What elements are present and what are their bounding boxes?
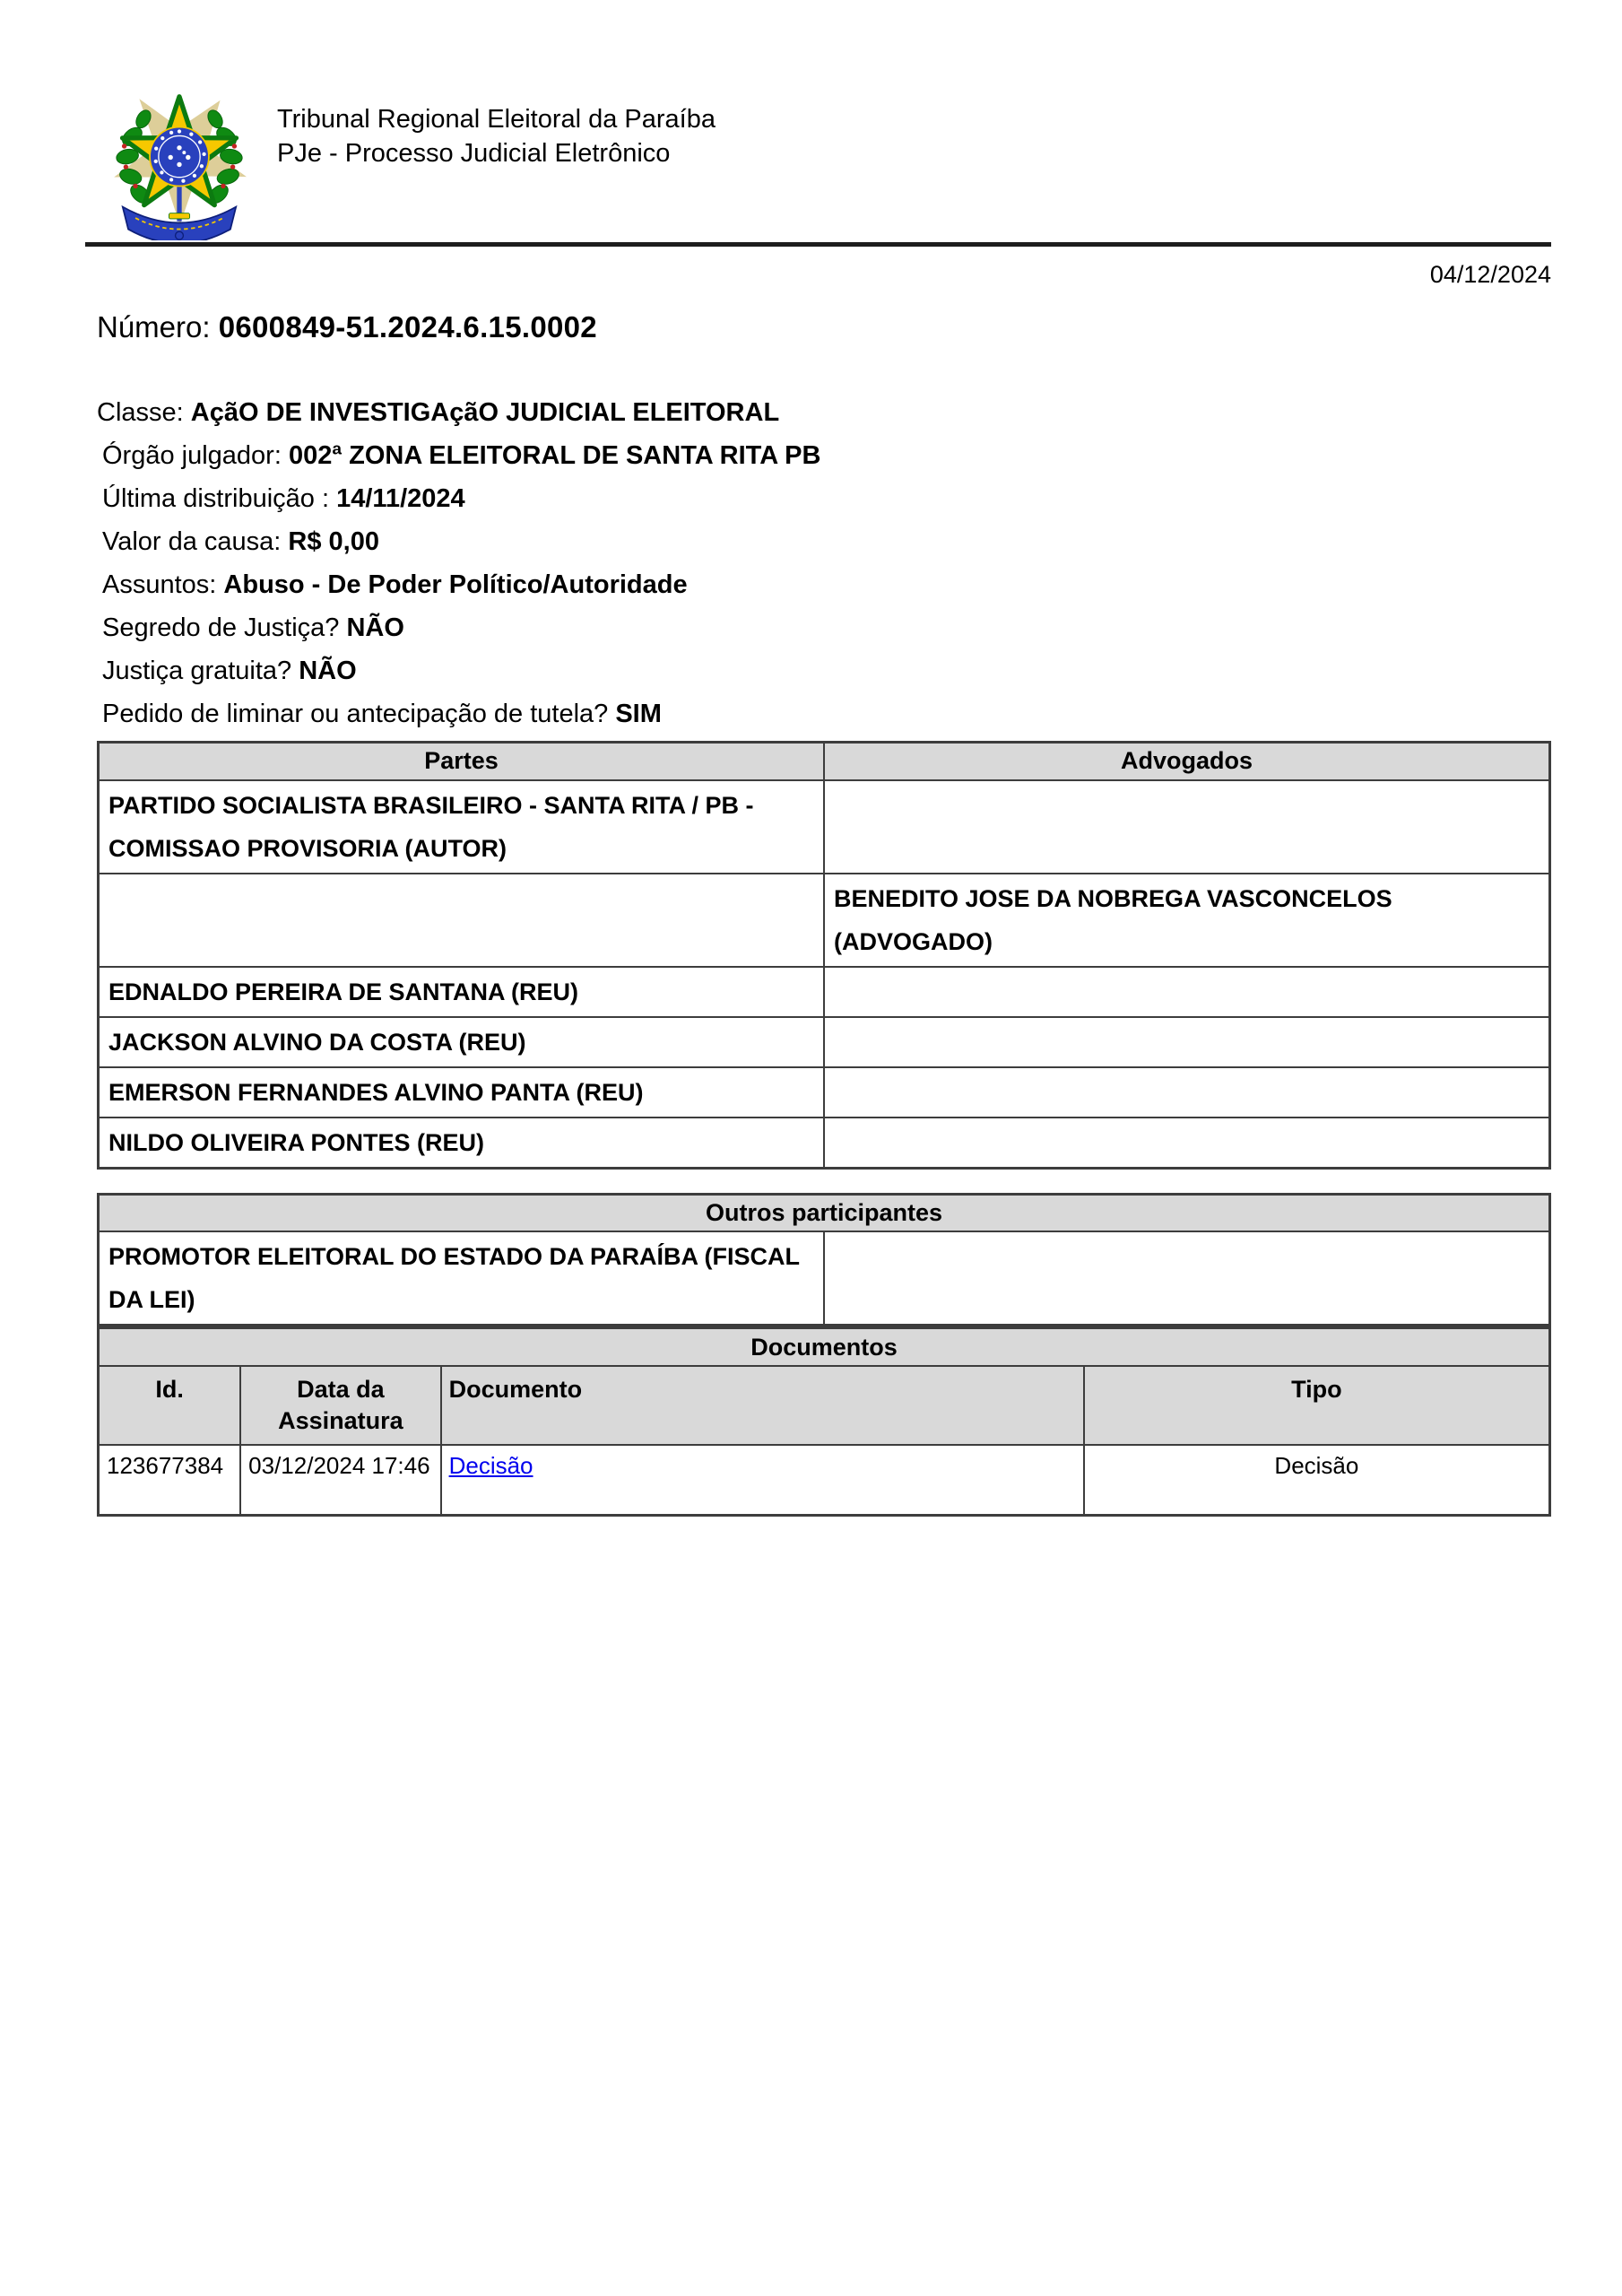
partes-column-header: Partes: [99, 743, 825, 780]
col-header-id: Id.: [99, 1366, 241, 1445]
parte-cell: EMERSON FERNANDES ALVINO PANTA (REU): [99, 1067, 825, 1118]
parte-cell: PARTIDO SOCIALISTA BRASILEIRO - SANTA RITA / PB - COMISSAO PROVISORIA (AUTOR): [99, 780, 825, 874]
document-link[interactable]: Decisão: [448, 1452, 533, 1480]
document-id-cell: 123677384: [99, 1445, 241, 1515]
outros-participantes-table: [97, 1193, 1551, 1327]
partes-table: [97, 741, 1551, 1170]
detail-pedido-liminar: Pedido de liminar ou antecipação de tutela? SIM: [102, 700, 662, 728]
brazil-coat-of-arms-icon: [107, 81, 252, 240]
document-link-cell: [441, 1445, 1084, 1515]
documentos-columns-row: [99, 1366, 1550, 1445]
advogado-cell: [824, 1017, 1550, 1067]
advogado-cell: [824, 780, 1550, 874]
detail-valor-causa: Valor da causa: R$ 0,00: [102, 527, 379, 556]
outros-participantes-header: Outros participantes: [99, 1194, 1550, 1231]
documentos-table: [97, 1326, 1551, 1516]
advogado-cell: [824, 1067, 1550, 1118]
parte-cell: EDNALDO PEREIRA DE SANTANA (REU): [99, 967, 825, 1017]
col-header-tipo: Tipo: [1084, 1366, 1550, 1445]
table-row: [99, 967, 1550, 1017]
col-header-documento: Documento: [441, 1366, 1084, 1445]
participante-cell: PROMOTOR ELEITORAL DO ESTADO DA PARAÍBA (FISCAL DA LEI): [99, 1231, 825, 1326]
advogados-column-header: Advogados: [824, 743, 1550, 780]
table-row: [99, 1118, 1550, 1169]
header-divider: [85, 242, 1551, 247]
table-row: [99, 1445, 1550, 1515]
case-number-line: [97, 310, 1551, 344]
parte-cell: JACKSON ALVINO DA COSTA (REU): [99, 1017, 825, 1067]
detail-orgao-julgador: Órgão julgador: 002ª ZONA ELEITORAL DE SANTA RITA PB: [102, 441, 821, 470]
advogado-cell: BENEDITO JOSE DA NOBREGA VASCONCELOS (ADVOGADO): [824, 874, 1550, 967]
detail-justica-gratuita: Justiça gratuita? NÃO: [102, 657, 357, 685]
table-row: [99, 1017, 1550, 1067]
parte-cell: NILDO OLIVEIRA PONTES (REU): [99, 1118, 825, 1169]
partes-header-row: [99, 743, 1550, 780]
document-tipo-cell: Decisão: [1084, 1445, 1550, 1515]
print-date: 04/12/2024: [1429, 261, 1551, 288]
participante-advogado-cell: [824, 1231, 1550, 1326]
case-number-value: 0600849-51.2024.6.15.0002: [218, 310, 597, 344]
col-header-data-assinatura: Data da Assinatura: [240, 1366, 440, 1445]
table-row: [99, 874, 1550, 967]
case-details: [97, 391, 1551, 735]
org-name: Tribunal Regional Eleitoral da Paraíba: [277, 105, 716, 134]
documentos-header: Documentos: [99, 1328, 1550, 1366]
table-row: [99, 780, 1550, 874]
detail-classe: Classe: AçãO DE INVESTIGAçãO JUDICIAL ELEITORAL: [97, 398, 780, 427]
system-name: PJe - Processo Judicial Eletrônico: [277, 139, 671, 168]
advogado-cell: [824, 967, 1550, 1017]
org-title-block: [277, 102, 716, 170]
table-row: [99, 1231, 1550, 1326]
case-number-label: Número:: [97, 310, 219, 344]
advogado-cell: [824, 1118, 1550, 1169]
detail-segredo-justica: Segredo de Justiça? NÃO: [102, 613, 404, 642]
parte-cell: [99, 874, 825, 967]
detail-ultima-distribuicao: Última distribuição : 14/11/2024: [102, 484, 465, 513]
documentos-band-row: [99, 1328, 1550, 1366]
document-date-cell: 03/12/2024 17:46: [240, 1445, 440, 1515]
table-row: [99, 1067, 1550, 1118]
document-header: [107, 81, 1551, 242]
outros-header-row: [99, 1194, 1550, 1231]
detail-assuntos: Assuntos: Abuso - De Poder Político/Autoridade: [102, 570, 688, 599]
